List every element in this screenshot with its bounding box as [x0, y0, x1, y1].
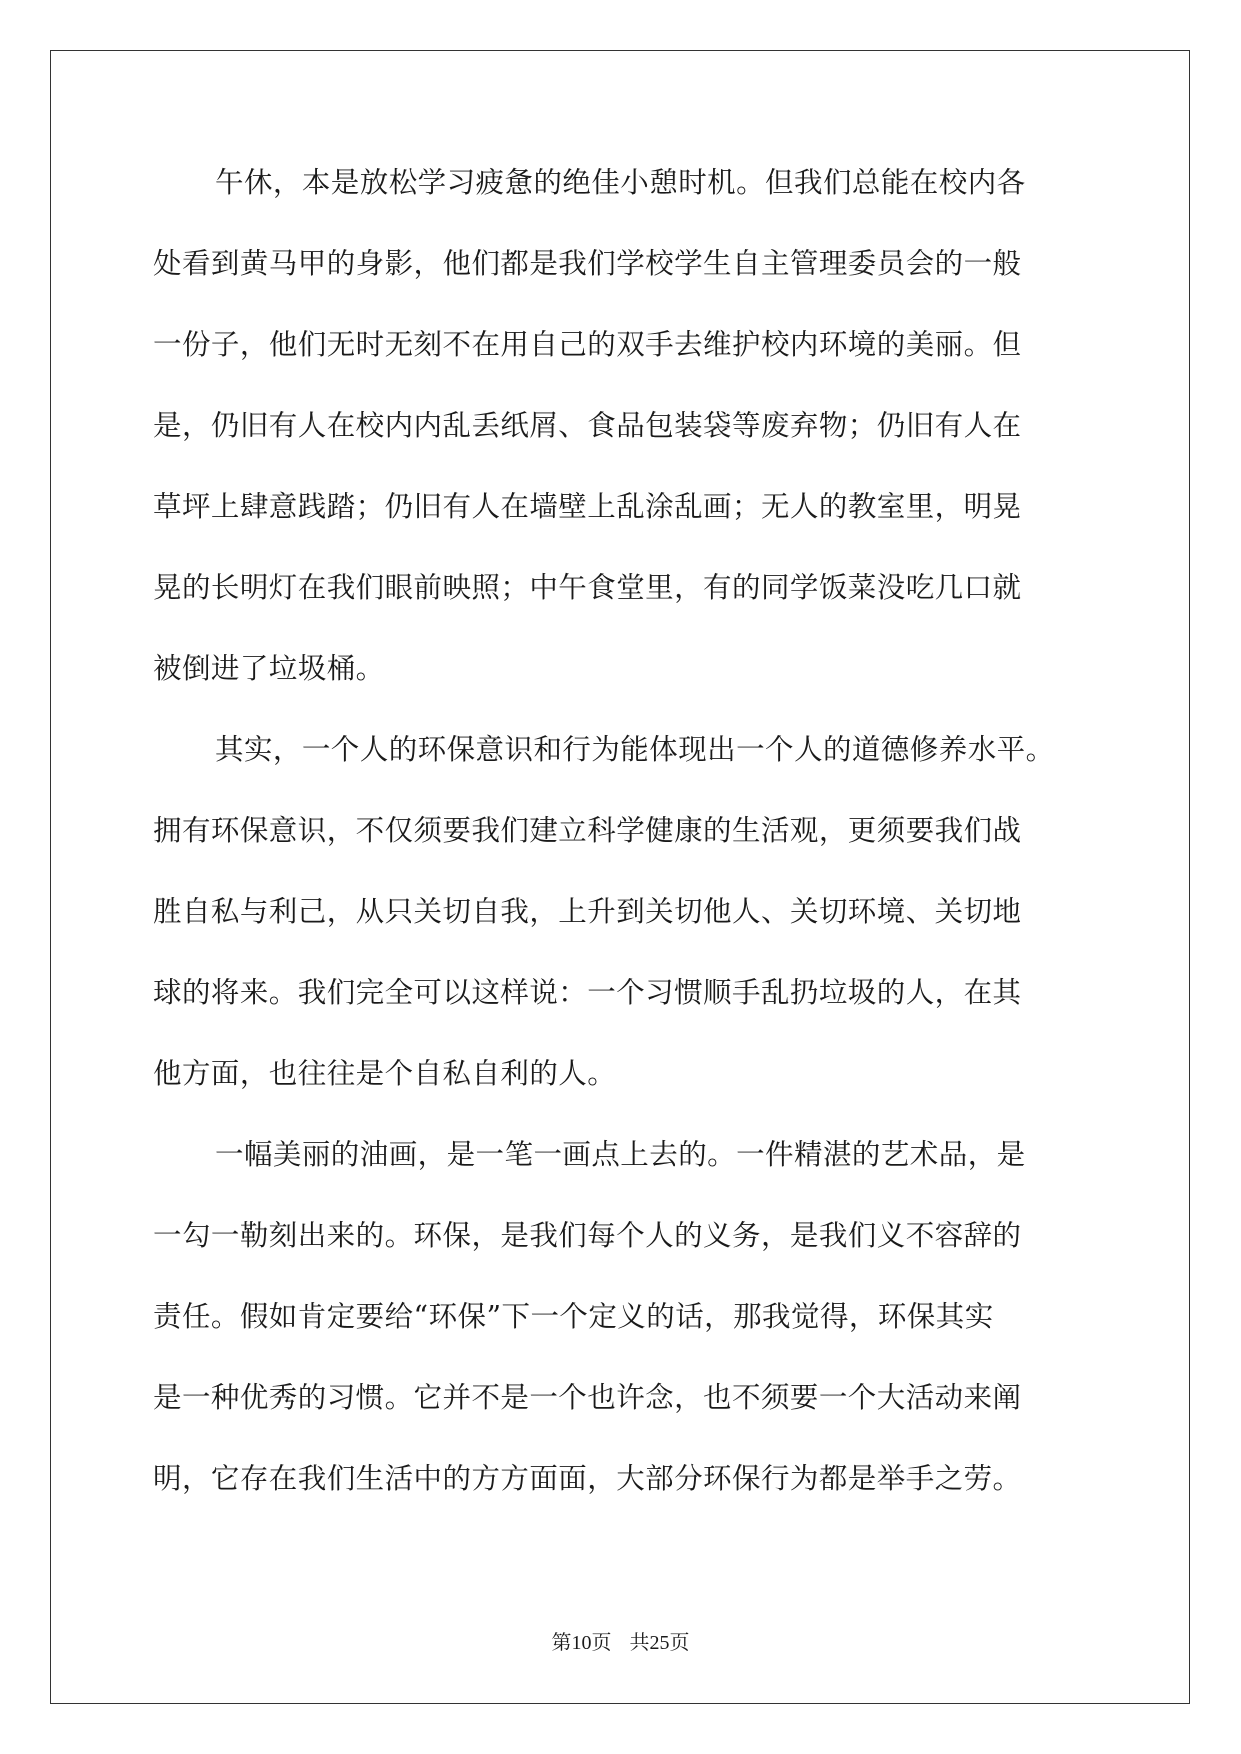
page-footer: [0, 1626, 1241, 1655]
paragraph-2-line-3: 胜自私与利己，从只关切自我，上升到关切他人、关切环境、关切地: [153, 895, 1022, 928]
paragraph-3-line-3: 责任。假如肯定要给“环保”下一个定义的话，那我觉得，环保其实: [153, 1300, 994, 1333]
paragraph-1-line-1: 午休，本是放松学习疲惫的绝佳小憩时机。但我们总能在校内各: [215, 166, 1026, 199]
paragraph-2-line-5: 他方面，也往往是个自私自利的人。: [153, 1057, 617, 1090]
paragraph-1-line-4: 是，仍旧有人在校内内乱丢纸屑、食品包装袋等废弃物；仍旧有人在: [153, 409, 1022, 442]
paragraph-1-line-5: 草坪上肆意践踏；仍旧有人在墙壁上乱涂乱画；无人的教室里，明晃: [153, 490, 1022, 523]
paragraph-1-line-7: 被倒进了垃圾桶。: [153, 652, 385, 685]
paragraph-3-line-1: 一幅美丽的油画，是一笔一画点上去的。一件精湛的艺术品，是: [215, 1138, 1026, 1171]
paragraph-2-line-4: 球的将来。我们完全可以这样说：一个习惯顺手乱扔垃圾的人，在其: [153, 976, 1022, 1009]
document-body: [153, 158, 1093, 1535]
page-total: 共25页: [629, 1632, 690, 1654]
paragraph-1-line-2: 处看到黄马甲的身影，他们都是我们学校学生自主管理委员会的一般: [153, 247, 1022, 280]
paragraph-3-line-4: 是一种优秀的习惯。它并不是一个也许念，也不须要一个大活动来阐: [153, 1381, 1022, 1414]
paragraph-3-line-5: 明，它存在我们生活中的方方面面，大部分环保行为都是举手之劳。: [153, 1462, 1022, 1495]
paragraph-2-line-1: 其实，一个人的环保意识和行为能体现出一个人的道德修养水平。: [215, 733, 1055, 766]
paragraph-2-line-2: 拥有环保意识，不仅须要我们建立科学健康的生活观，更须要我们战: [153, 814, 1022, 847]
paragraph-1-line-6: 晃的长明灯在我们眼前映照；中午食堂里，有的同学饭菜没吃几口就: [153, 571, 1022, 604]
page-number: 第10页: [551, 1632, 612, 1654]
paragraph-3-line-2: 一勾一勒刻出来的。环保，是我们每个人的义务，是我们义不容辞的: [153, 1219, 1022, 1252]
paragraph-1-line-3: 一份子，他们无时无刻不在用自己的双手去维护校内环境的美丽。但: [153, 328, 1022, 361]
